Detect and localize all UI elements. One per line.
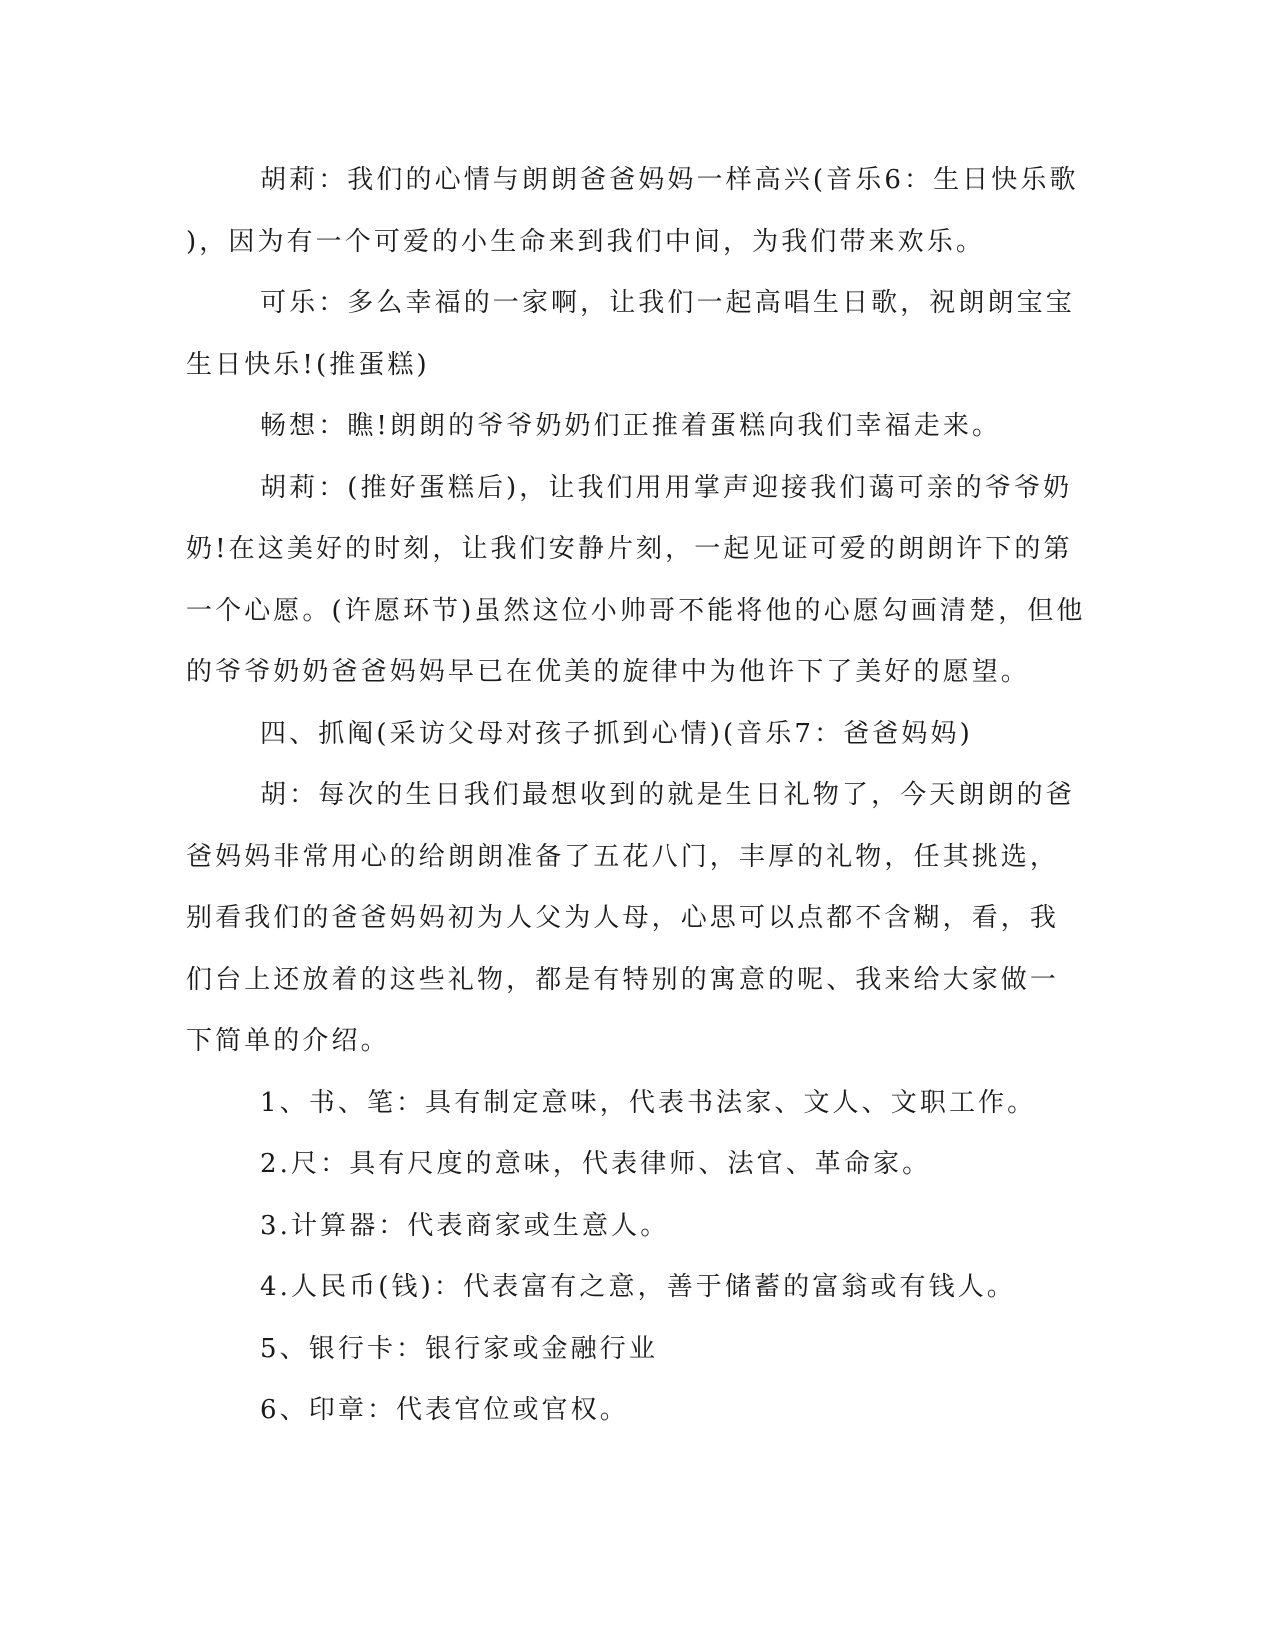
list-item: 2.尺：具有尺度的意味，代表律师、法官、革命家。 (260, 1149, 932, 1179)
text-line: 胡莉：(推好蛋糕后)，让我们用用掌声迎接我们蔼可亲的爷爷奶 (260, 472, 1073, 503)
list-item: 1、书、笔：具有制定意味，代表书法家、文人、文职工作。 (260, 1087, 1037, 1118)
text-line: 可乐：多么幸福的一家啊，让我们一起高唱生日歌，祝朗朗宝宝 (260, 288, 1075, 318)
text-line: 的爷爷奶奶爸爸妈妈早已在优美的旋律中为他许下了美好的愿望。 (186, 657, 1030, 687)
text-line: 胡莉：我们的心情与朗朗爸爸妈妈一样高兴(音乐6：生日快乐歌 (260, 165, 1079, 195)
text-line: )，因为有一个可爱的小生命来到我们中间，为我们带来欢乐。 (186, 226, 985, 257)
text-line: 胡：每次的生日我们最想收到的就是生日礼物了，今天朗朗的爸 (260, 780, 1075, 810)
text-line: 一个心愿。(许愿环节)虽然这位小帅哥不能将他的心愿勾画清楚，但他 (186, 595, 1086, 626)
text-line: 们台上还放着的这些礼物，都是有特别的寓意的呢、我来给大家做一 (186, 964, 1060, 995)
list-item: 4.人民币(钱)：代表富有之意，善于储蓄的富翁或有钱人。 (260, 1272, 1016, 1302)
section-heading: 四、抓阄(采访父母对孩子抓到心情)(音乐7：爸爸妈妈) (260, 718, 973, 749)
document-page (186, 150, 1086, 1442)
list-item: 3.计算器：代表商家或生意人。 (260, 1210, 670, 1241)
text-line: 爸妈妈非常用心的给朗朗准备了五花八门，丰厚的礼物，任其挑选， (186, 841, 1060, 872)
list-item: 6、印章：代表官位或官权。 (260, 1395, 629, 1425)
text-line: 生日快乐!(推蛋糕) (186, 349, 430, 380)
list-item: 5、银行卡：银行家或金融行业 (260, 1333, 658, 1364)
text-line: 奶!在这美好的时刻，让我们安静片刻，一起见证可爱的朗朗许下的第 (186, 534, 1073, 564)
text-line: 别看我们的爸爸妈妈初为人父为人母，心思可以点都不含糊，看，我 (186, 903, 1060, 933)
text-line: 下简单的介绍。 (186, 1026, 390, 1056)
text-line: 畅想：瞧!朗朗的爷爷奶奶们正推着蛋糕向我们幸福走来。 (260, 411, 1002, 441)
